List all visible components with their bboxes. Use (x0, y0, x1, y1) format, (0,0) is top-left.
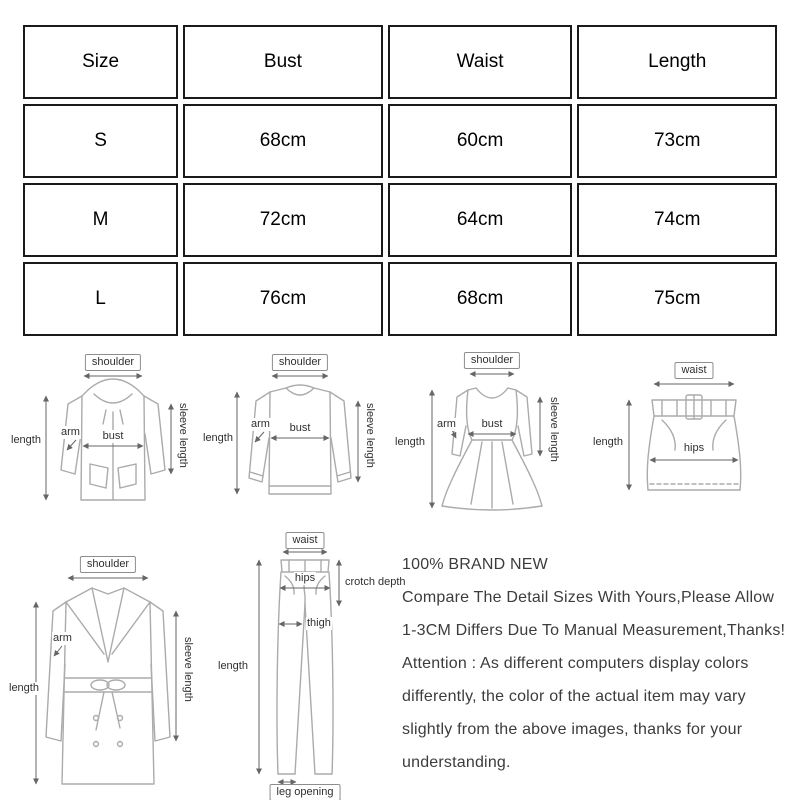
table-row (23, 183, 777, 257)
dress-sleeve-length-label: sleeve length (548, 397, 560, 462)
pants-waist-label: waist (285, 532, 324, 549)
coat-arm-label: arm (53, 632, 72, 644)
coat-sleeve-length-label: sleeve length (182, 637, 194, 702)
hoodie-sleeve-length-label: sleeve length (177, 403, 189, 468)
dress-arm-label: arm (437, 418, 456, 430)
dress-length-label: length (395, 436, 425, 448)
header-waist: Waist (388, 25, 573, 99)
cell-waist: 68cm (388, 262, 573, 336)
header-bust: Bust (183, 25, 383, 99)
cell-length: 75cm (577, 262, 777, 336)
sweater-length-label: length (203, 432, 233, 444)
pants-crotch-depth-label: crotch depth (345, 576, 406, 588)
sweater-arm-label: arm (251, 418, 270, 430)
note-line: 1-3CM Differs Due To Manual Measurement,Thanks! (402, 622, 786, 639)
cell-size: S (23, 104, 178, 178)
skirt-length-label: length (593, 436, 623, 448)
pants-length-label: length (218, 660, 248, 672)
skirt-diagram (584, 338, 790, 530)
table-row (23, 104, 777, 178)
sweater-shoulder-label: shoulder (272, 354, 328, 371)
note-line: slightly from the above images, thanks for your (402, 721, 743, 738)
cell-bust: 72cm (183, 183, 383, 257)
pants-diagram (205, 532, 406, 798)
table-row (23, 262, 777, 336)
table-header-row (23, 25, 777, 99)
dress-shoulder-label: shoulder (464, 352, 520, 369)
pants-leg-opening-label: leg opening (270, 784, 341, 800)
coat-length-label: length (9, 682, 39, 694)
cell-size: L (23, 262, 178, 336)
skirt-hips-label: hips (683, 442, 705, 454)
pants-thigh-label: thigh (307, 617, 331, 629)
cell-bust: 76cm (183, 262, 383, 336)
note-line: Compare The Detail Sizes With Yours,Please Allow (402, 589, 775, 606)
note-line: Attention : As different computers display colors (402, 655, 749, 672)
note-line: understanding. (402, 754, 511, 771)
cell-size: M (23, 183, 178, 257)
cell-length: 74cm (577, 183, 777, 257)
dress-bust-label: bust (481, 418, 503, 430)
hoodie-arm-label: arm (61, 426, 80, 438)
dress-diagram (392, 338, 582, 530)
cell-bust: 68cm (183, 104, 383, 178)
note-line: 100% BRAND NEW (402, 556, 548, 573)
hoodie-shoulder-label: shoulder (85, 354, 141, 371)
header-length: Length (577, 25, 777, 99)
cell-waist: 60cm (388, 104, 573, 178)
coat-diagram (8, 532, 203, 798)
cell-waist: 64cm (388, 183, 573, 257)
skirt-waist-label: waist (674, 362, 713, 379)
note-line: differently, the color of the actual item may vary (402, 688, 746, 705)
coat-shoulder-label: shoulder (80, 556, 136, 573)
sweater-diagram (200, 338, 390, 530)
sweater-sleeve-length-label: sleeve length (364, 403, 376, 468)
pants-hips-label: hips (294, 572, 316, 584)
hoodie-diagram (8, 338, 198, 530)
cell-length: 73cm (577, 104, 777, 178)
size-table (18, 20, 782, 341)
header-size: Size (23, 25, 178, 99)
notes-block (402, 548, 794, 779)
hoodie-bust-label: bust (102, 430, 124, 442)
hoodie-length-label: length (11, 434, 41, 446)
sweater-bust-label: bust (289, 422, 311, 434)
